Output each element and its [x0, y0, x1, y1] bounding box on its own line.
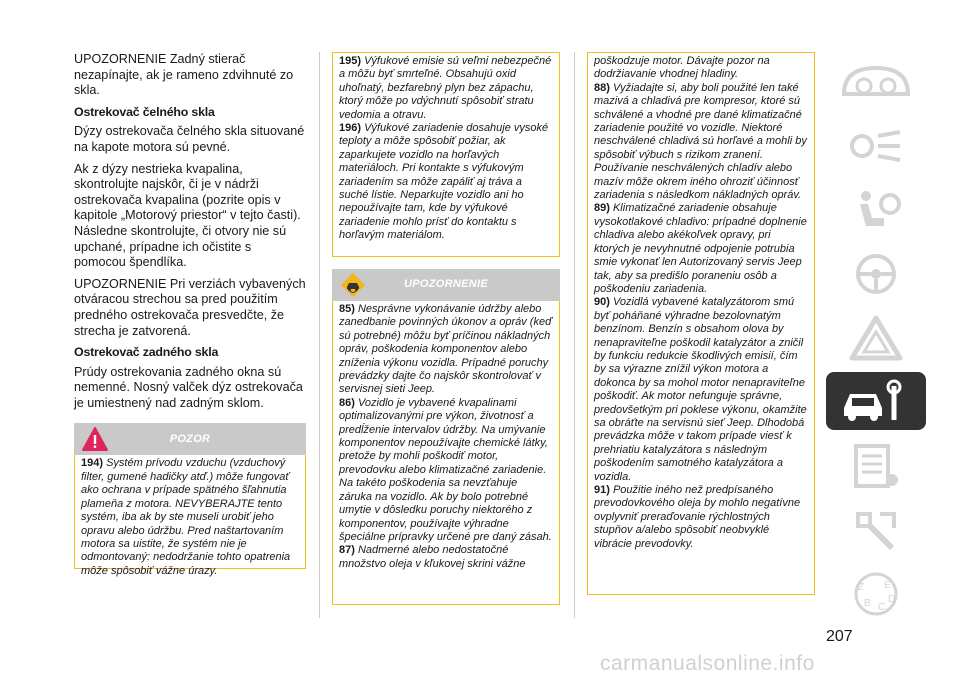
paragraph: Ak z dýzy nestrieka kvapalina, skontrolujte najskôr, či je v nádrži ostrekovača kvapalina (pozrite opis v kapitole „Motorový priestor“ v tejto časti). Následne skontrolujte, či otvory nie sú upchané, prípadne ich očistite s pomocou špendlíka.	[74, 161, 301, 270]
car-dashboard-icon	[838, 58, 914, 106]
warning-box-body	[74, 455, 306, 577]
car-wrench-icon	[838, 378, 914, 426]
footnote-89: 89) Klimatizačné zariadenie obsahuje vysokotlakové chladivo: prípadné doplnenie chladiva alebo akékoľvek opravy, pri ktorých je nevyhnutné odpojenie potrubia smie vykonať len Autorizovaný servis Jeep tak, aby sa predišlo poraneniu osôb a poškodeniu zariadenia.	[594, 202, 807, 295]
footnote-box-top	[332, 52, 560, 257]
footnote-91: 91) Použitie iného než predpísaného prevodovkového oleja by mohlo negatívne ovplyvniť preraďovanie rýchlostných stupňov a/alebo spôsobiť neobvyklé vibrácie prevodovky.	[594, 484, 801, 550]
tab-multimedia[interactable]	[826, 500, 926, 558]
tab-index[interactable]	[826, 564, 926, 622]
svg-text:D: D	[888, 594, 896, 605]
watermark: carmanualsonline.info	[600, 652, 815, 675]
tab-maintenance[interactable]	[826, 372, 926, 430]
caution-box-body	[332, 301, 560, 605]
caution-box-header	[332, 269, 560, 301]
footnote-196: 196) Výfukové zariadenie dosahuje vysoké teploty a môže spôsobiť požiar, ak zaparkujete vozidlo na horľavých materiáloch. Pri kontakte s výfukovým zariadením sa môže zapáliť aj tráva a suché lístie. Neparkujte vozidlo ani ho nepoužívajte tam, kde by výfukové zariadenie mohlo prísť do kontaktu s horľavým materiálom.	[339, 122, 549, 242]
alphabet-index-icon	[838, 570, 914, 618]
footnote-box-continued	[587, 52, 815, 595]
footnote-86: 86) Vozidlo je vybavené kvapalinami optimalizovanými pre výkon, životnosť a predĺženie intervalov údržby. Na umývanie komponentov nepoužívajte chemické látky, pretože by mohli poškodiť motor, prevodovku alebo klimatizačné zariadenie. Na takéto poškodenia sa nevzťahuje záruka na vozidlo. Ak by bolo potrebné umytie v dôsledku poruchy niektorého z komponentov, používajte výhradne špeciálne prípravky určené pre daný zásah.	[339, 396, 552, 543]
footnote-continuation: poškodzuje motor. Dávajte pozor na dodržiavanie vhodnej hladiny.	[594, 55, 770, 81]
svg-text:B: B	[864, 598, 871, 609]
section-heading: Ostrekovač zadného skla	[74, 345, 219, 360]
paragraph: Prúdy ostrekovania zadného okna sú nemenné. Nosný valček dýz ostrekovača je umiestnený nad zadným sklom.	[74, 364, 303, 410]
footnote-88: 88) Vyžiadajte si, aby boli použité len také mazivá a chladivá pre kompresor, ktoré sú schválené a vhodné pre dané klimatizačné zariadenie použité vo vozidle. Niektoré neschválené chladivá sú horľavé a mohli by spôsobiť výbuch s rizikom zranení. Používanie neschválených chladív alebo mazív môže okrem iného ohroziť účinnosť zariadenia s následkom nákladných opráv.	[594, 81, 807, 202]
tab-lights[interactable]	[826, 116, 926, 174]
paragraph: UPOZORNENIE Zadný stierač nezapínajte, ak je rameno zdvihnuté zo skla.	[74, 52, 294, 98]
column-1	[74, 52, 306, 577]
airbag-seat-icon	[838, 186, 914, 234]
chapter-sidebar	[826, 52, 926, 628]
column-divider	[319, 52, 320, 618]
svg-text:Z: Z	[858, 582, 865, 593]
page-number: 207	[826, 628, 853, 645]
paragraph: Dýzy ostrekovača čelného skla situované na kapote motora sú pevné.	[74, 124, 305, 154]
caution-box-title: UPOZORNENIE	[404, 278, 488, 290]
svg-text:E: E	[884, 580, 891, 591]
footnote-195: 195) Výfukové emisie sú veľmi nebezpečné a môžu byť smrteľné. Obsahujú oxid uhoľnatý, bezfarebný plyn bez zápachu, ktorý môže po vdýchnutí spôsobiť stratu vedomia a otravu.	[339, 55, 552, 121]
tab-driving[interactable]	[826, 244, 926, 302]
footnote-90: 90) Vozidlá vybavené katalyzátorom smú byť poháňané výhradne bezolovnatým benzínom. Benzín s obsahom olova by nenapraviteľne poškodil katalyzátor a zničil by funkciu redukcie škodlivých emisií, čím by sa výrazne znížil výkon motora a dokonca by sa mohol motor nenapraviteľne poškodiť. Ak motor nefunguje správne, predovšetkým pri poklese výkonu, okamžite sa obráťte na servisnú sieť Jeep. Dlhodobá prevádzka môže v takom prípade viesť k prehriatiu katalyzátora s následným poškodením samotného katalyzátora a vozidla.	[594, 296, 807, 483]
column-divider	[574, 52, 575, 618]
document-list-icon	[838, 442, 914, 490]
column-3	[587, 52, 815, 595]
footnote-85: 85) Nesprávne vykonávanie údržby alebo zanedbanie povinných úkonov a opráv (keď sú potrebné) môžu byť príčinou nákladných opráv, poškodenia komponentov alebo zníženia výkonu vozidla. Prípadné poruchy prevádzky dajte čo najskôr skontrolovať v servisnej sieti Jeep.	[339, 303, 552, 396]
warning-box-header	[74, 423, 306, 455]
paragraph: UPOZORNENIE Pri verziách vybavených otváracou strechou sa pred použitím predného ostrekovača presvedčte, že strecha je zatvorená.	[74, 276, 306, 338]
tab-dashboard[interactable]	[826, 52, 926, 110]
warning-box-title: POZOR	[169, 433, 211, 446]
column-2	[332, 52, 560, 605]
warning-triangle-icon	[838, 314, 914, 362]
steering-wheel-icon	[838, 250, 914, 298]
caution-box-upozornenie	[332, 269, 560, 605]
warning-box-pozor	[74, 423, 306, 577]
lights-icon	[838, 122, 914, 170]
tab-emergency[interactable]	[826, 308, 926, 366]
footnote-194: 194) Systém prívodu vzduchu (vzduchový filter, gumené hadičky atď.) môže fungovať ako ochrana v prípade spätného šľahnutia plameňa z motora. NEVYBERAJTE tento systém, iba ak by ste museli urobiť jeho opravu alebo údržbu. Pred naštartovaním motora sa uistite, že systém nie je odmontovaný: nedodržanie tohto opatrenia môže spôsobiť vážne úrazy.	[81, 457, 291, 577]
settings-wrench-icon	[838, 506, 914, 554]
footnote-87: 87) Nadmerné alebo nedostatočné množstvo oleja v kľukovej skrini vážne	[339, 544, 526, 570]
tab-technical-data[interactable]	[826, 436, 926, 494]
section-heading: Ostrekovač čelného skla	[74, 104, 215, 119]
tab-safety[interactable]	[826, 180, 926, 238]
svg-text:C: C	[878, 602, 886, 613]
